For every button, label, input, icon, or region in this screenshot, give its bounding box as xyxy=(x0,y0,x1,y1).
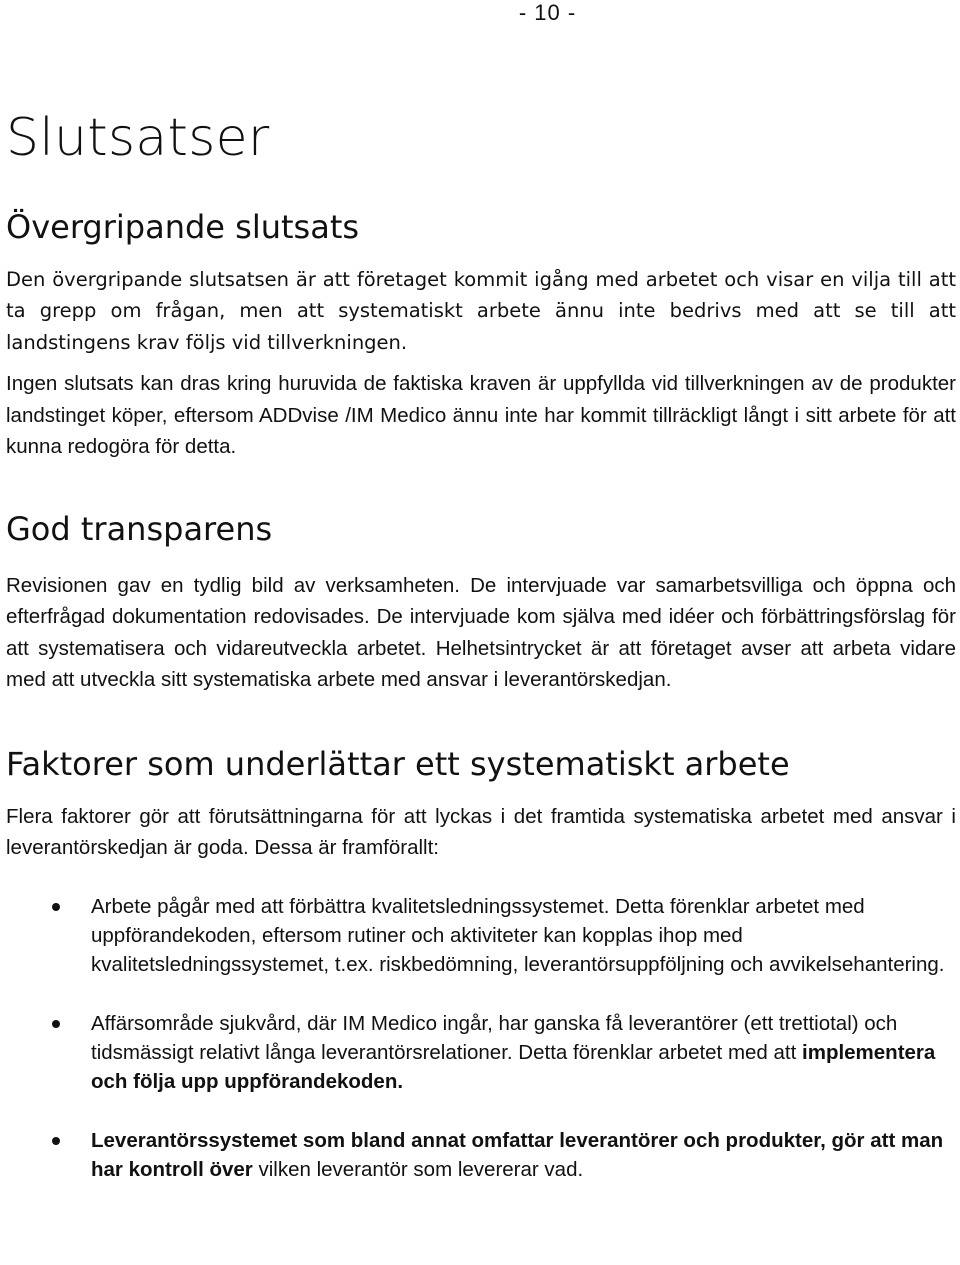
bullet-icon xyxy=(52,1137,60,1145)
list-item xyxy=(6,1126,956,1184)
page-title: Slutsatser xyxy=(6,108,270,168)
page-number: - 10 - xyxy=(518,0,577,25)
paragraph-faktorer-intro: Flera faktorer gör att förutsättningarna för att lyckas i det framtida systematiska arbetet med ansvar i leverantörskedjan är goda. Dessa är framförallt: xyxy=(6,804,956,860)
heading-god-transparens: God transparens xyxy=(6,509,273,548)
paragraph-transparens: Revisionen gav en tydlig bild av verksamheten. De intervjuade var samarbetsvilliga och öppna och efterfrågad dokumentation redovisades. De intervjuade kom själva med idéer och förbättringsförslag för att systematisera och vidareutveckla arbetet. Helhetsintrycket är att företaget avser att arbeta vidare med att utveckla sitt systematiska arbete med ansvar i leverantörskedjan. xyxy=(6,573,956,692)
paragraph-overgripande-2: Ingen slutsats kan dras kring huruvida de faktiska kraven är uppfyllda vid tillverkningen av de produkter landstinget köper, eftersom ADDvise /IM Medico ännu inte har kommit tillräckligt långt i sitt arbete för att kunna redogöra för detta. xyxy=(6,372,956,459)
bullet-icon xyxy=(52,1020,60,1028)
list-item-text: Affärsområde sjukvård, där IM Medico ingår, har ganska få leverantörer (ett trettiotal) och tidsmässigt relativt långa leverantörsrelationer. Detta förenklar arbetet med att xyxy=(91,1011,898,1064)
list-item-bold-text: implementera och följa upp uppförandekoden. xyxy=(91,1040,936,1093)
faktorer-list xyxy=(6,892,956,1184)
heading-faktorer: Faktorer som underlättar ett systematiskt arbete xyxy=(6,744,790,783)
bullet-icon xyxy=(52,903,60,911)
document-body xyxy=(6,110,956,1214)
heading-overgripande-slutsats: Övergripande slutsats xyxy=(6,208,360,247)
list-item-bold-text: Leverantörssystemet som bland annat omfattar leverantörer och produkter, gör att man har kontroll över xyxy=(91,1128,944,1181)
paragraph-overgripande-1: Den övergripande slutsatsen är att företaget kommit igång med arbetet och visar en vilja till att ta grepp om frågan, men att systematiskt arbete ännu inte bedrivs med att se till att landstingens krav följs vid tillverkningen. xyxy=(6,267,956,354)
list-item xyxy=(6,1009,956,1096)
list-item xyxy=(6,892,956,979)
list-item-text: vilken leverantör som levererar vad. xyxy=(252,1157,584,1181)
list-item-text: Arbete pågår med att förbättra kvalitetsledningssystemet. Detta förenklar arbetet med uppförandekoden, eftersom rutiner och aktiviteter kan kopplas ihop med kvalitetsledningssystemet, t.ex. riskbedömning, leverantörsuppföljning och avvikelsehantering. xyxy=(91,894,945,976)
